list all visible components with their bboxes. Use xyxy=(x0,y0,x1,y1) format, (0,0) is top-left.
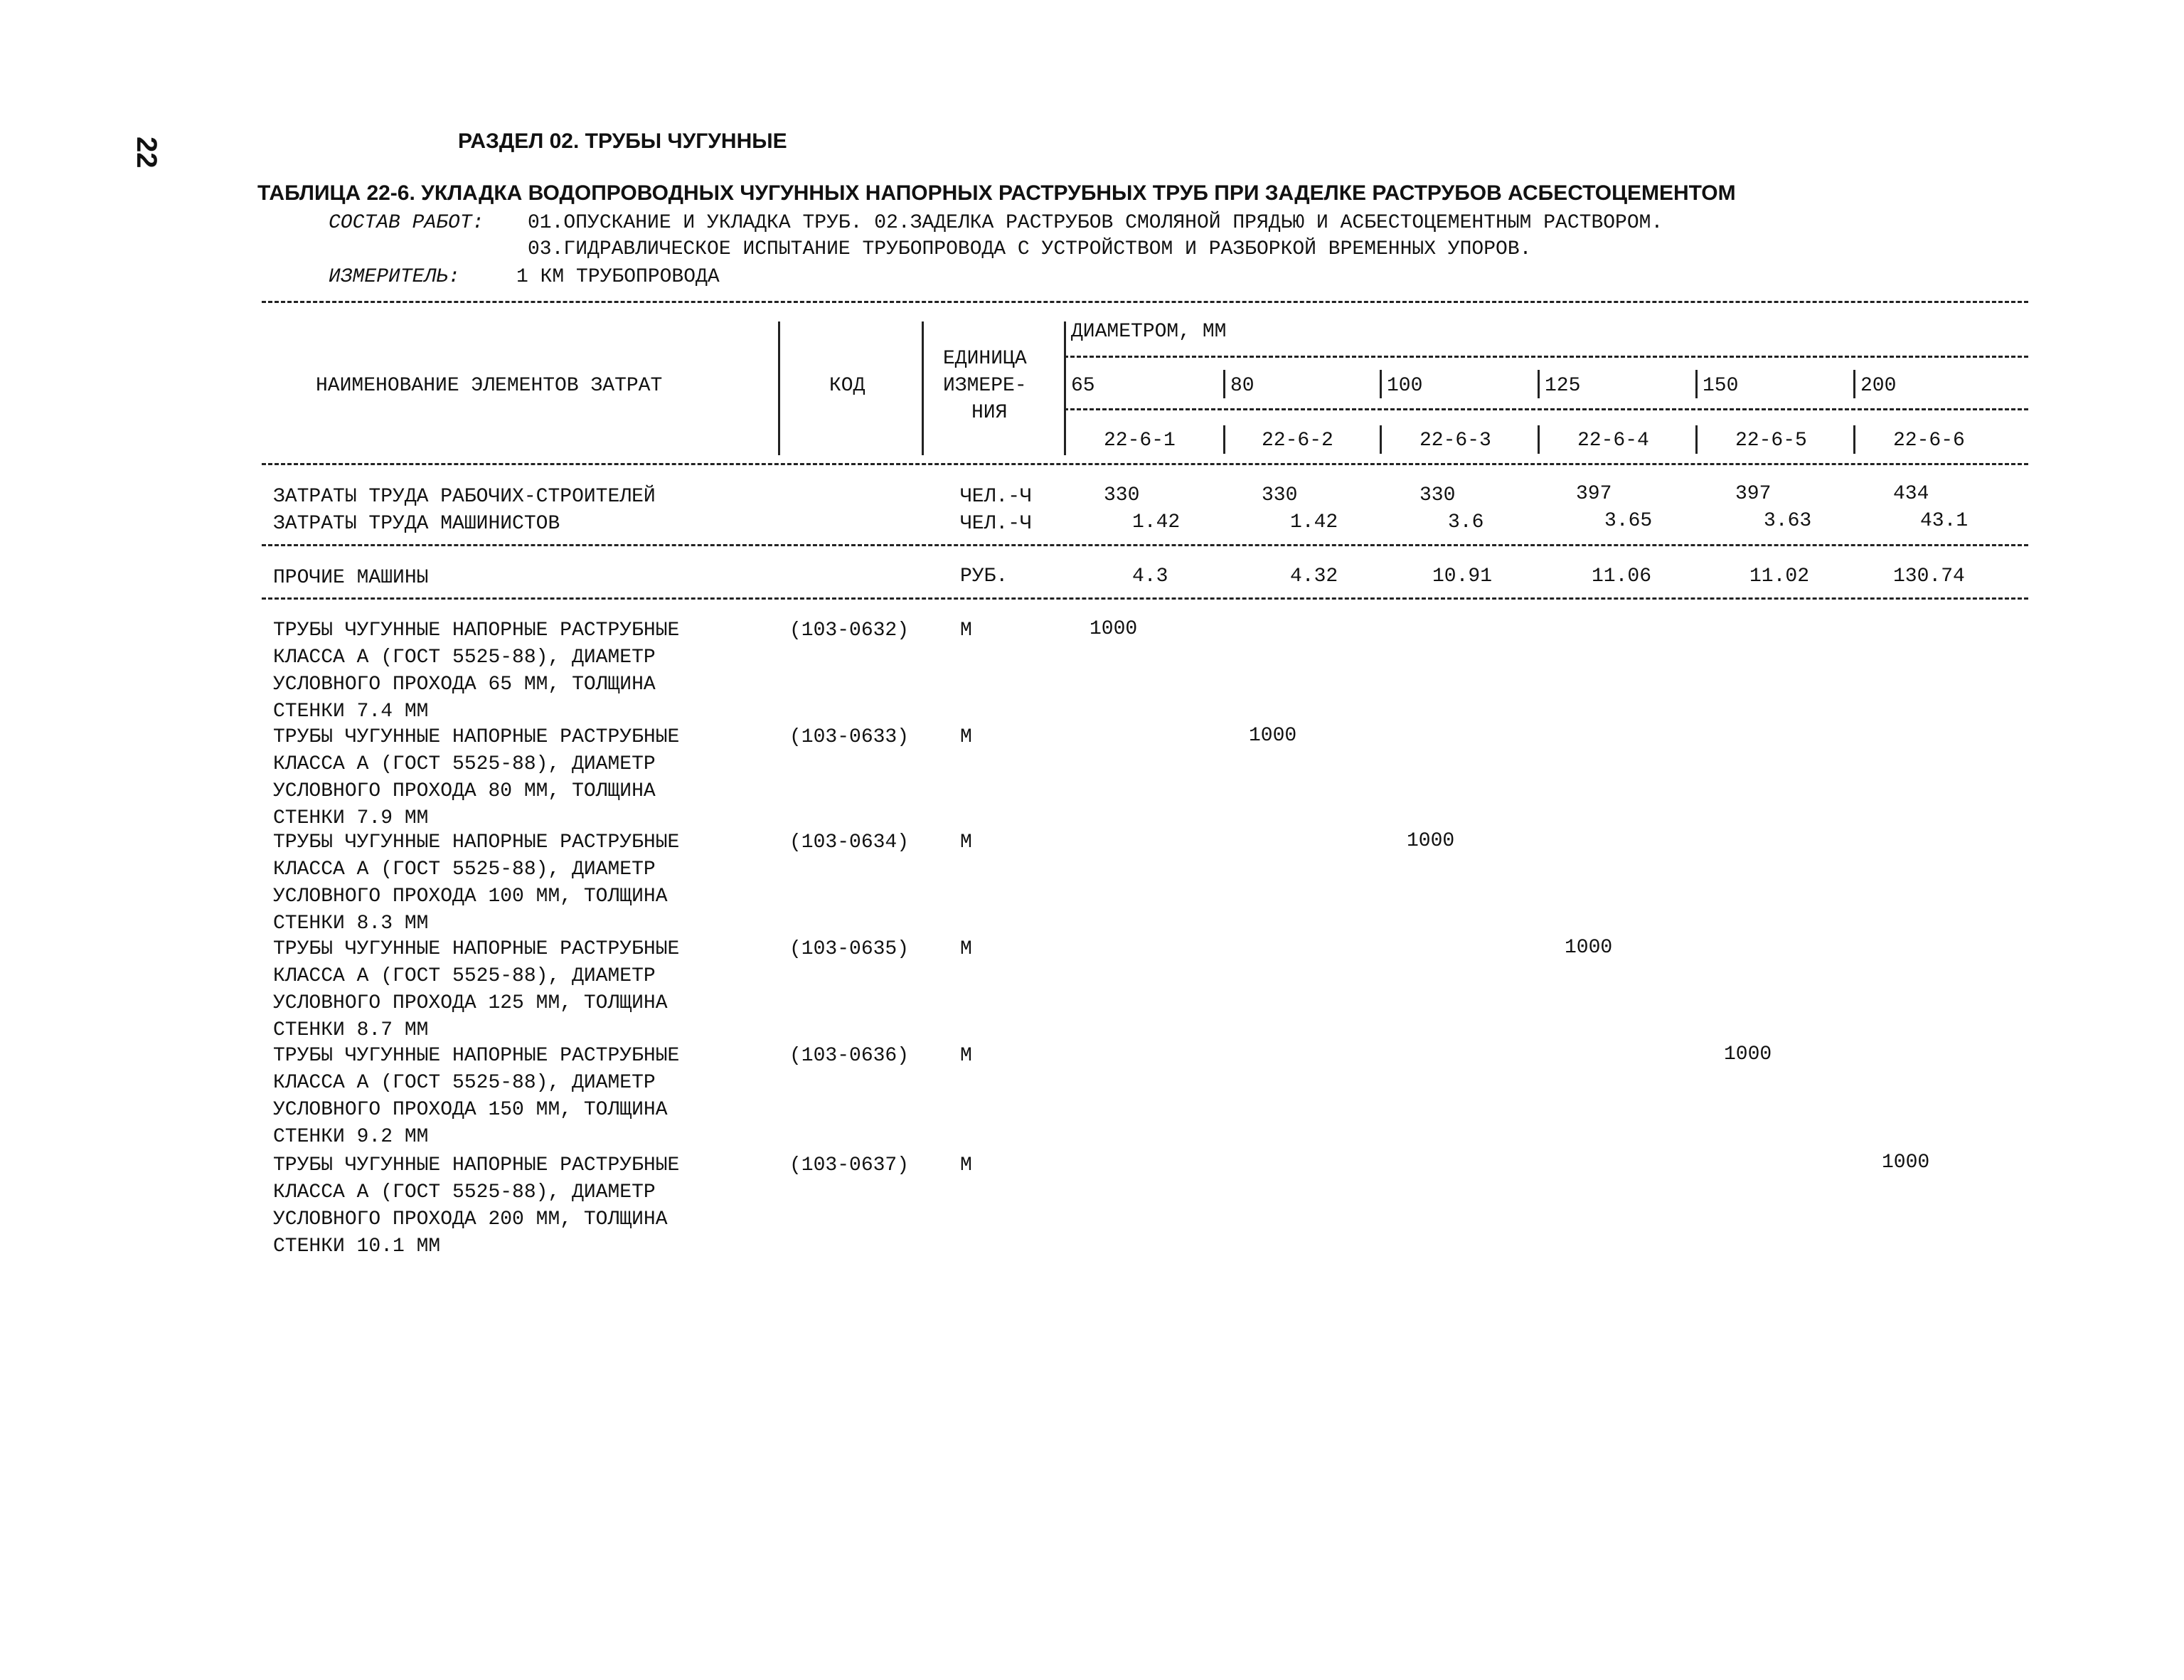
col-divider xyxy=(1853,425,1855,454)
header-code-22-6-3: 22-6-3 xyxy=(1419,430,1491,452)
material-row-3-code: (103-0634) xyxy=(789,831,910,854)
header-code-col: КОД xyxy=(829,375,865,397)
work-composition-label: СОСТАВ РАБОТ: xyxy=(329,212,484,234)
labor-bottom-rule xyxy=(262,544,2028,546)
material-row-5-unit: М xyxy=(960,1045,972,1067)
material-row-4-code: (103-0635) xyxy=(789,938,910,960)
col-divider xyxy=(1538,425,1540,454)
col-divider xyxy=(1695,425,1698,454)
material-row-6-code: (103-0637) xyxy=(789,1154,910,1176)
header-code-22-6-6: 22-6-6 xyxy=(1893,430,1965,452)
material-row-1-line-3: УСЛОВНОГО ПРОХОДА 65 ММ, ТОЛЩИНА xyxy=(273,674,656,696)
table-top-rule xyxy=(262,301,2028,303)
labor-row-operators-value: 3.63 xyxy=(1764,510,1812,532)
header-diameter-100: 100 xyxy=(1387,375,1423,397)
material-row-1-line-4: СТЕНКИ 7.4 ММ xyxy=(273,701,429,723)
header-unit-col-1: ЕДИНИЦА xyxy=(943,348,1027,370)
material-row-1-line-1: ТРУБЫ ЧУГУННЫЕ НАПОРНЫЕ РАСТРУБНЫЕ xyxy=(273,620,680,642)
material-row-2-line-2: КЛАССА А (ГОСТ 5525-88), ДИАМЕТР xyxy=(273,753,656,775)
material-row-6-unit: М xyxy=(960,1154,972,1176)
measure-value: 1 КМ ТРУБОПРОВОДА xyxy=(516,266,720,288)
material-row-2-line-4: СТЕНКИ 7.9 ММ xyxy=(273,807,429,829)
col-divider xyxy=(1223,370,1225,398)
labor-row-workers-name: ЗАТРАТЫ ТРУДА РАБОЧИХ-СТРОИТЕЛЕЙ xyxy=(273,486,656,508)
col-divider xyxy=(778,321,780,455)
labor-row-operators-value: 1.42 xyxy=(1132,511,1181,533)
material-row-5-line-1: ТРУБЫ ЧУГУННЫЕ НАПОРНЫЕ РАСТРУБНЫЕ xyxy=(273,1045,680,1067)
labor-row-operators-name: ЗАТРАТЫ ТРУДА МАШИНИСТОВ xyxy=(273,513,560,535)
material-row-4-line-2: КЛАССА А (ГОСТ 5525-88), ДИАМЕТР xyxy=(273,965,656,987)
header-diameter-65: 65 xyxy=(1071,375,1095,397)
material-row-2-value: 1000 xyxy=(1249,725,1297,747)
machine-row-unit: РУБ. xyxy=(960,565,1008,588)
header-diameter-125: 125 xyxy=(1545,375,1581,397)
header-diameter-80: 80 xyxy=(1230,375,1255,397)
col-divider xyxy=(1380,370,1382,398)
col-divider xyxy=(1223,425,1225,454)
material-row-5-line-2: КЛАССА А (ГОСТ 5525-88), ДИАМЕТР xyxy=(273,1072,656,1094)
labor-row-workers-value: 397 xyxy=(1735,483,1772,505)
material-row-4-line-1: ТРУБЫ ЧУГУННЫЕ НАПОРНЫЕ РАСТРУБНЫЕ xyxy=(273,938,680,960)
labor-row-workers-value: 330 xyxy=(1104,484,1140,506)
labor-row-operators-unit: ЧЕЛ.-Ч xyxy=(960,513,1032,535)
labor-row-workers-value: 434 xyxy=(1893,483,1929,505)
material-row-6-line-4: СТЕНКИ 10.1 ММ xyxy=(273,1235,441,1258)
material-row-3-line-2: КЛАССА А (ГОСТ 5525-88), ДИАМЕТР xyxy=(273,858,656,881)
header-diameter-150: 150 xyxy=(1703,375,1739,397)
material-row-1-line-2: КЛАССА А (ГОСТ 5525-88), ДИАМЕТР xyxy=(273,647,656,669)
material-row-3-line-1: ТРУБЫ ЧУГУННЫЕ НАПОРНЫЕ РАСТРУБНЫЕ xyxy=(273,831,680,854)
header-name-col: НАИМЕНОВАНИЕ ЭЛЕМЕНТОВ ЗАТРАТ xyxy=(316,375,663,397)
col-divider xyxy=(1538,370,1540,398)
labor-row-workers-value: 330 xyxy=(1419,484,1456,506)
header-code-22-6-1: 22-6-1 xyxy=(1104,430,1176,452)
page-number: 22 xyxy=(131,137,162,169)
material-row-3-line-3: УСЛОВНОГО ПРОХОДА 100 ММ, ТОЛЩИНА xyxy=(273,886,668,908)
material-row-3-line-4: СТЕНКИ 8.3 ММ xyxy=(273,913,429,935)
col-divider xyxy=(1853,370,1855,398)
labor-row-operators-value: 3.65 xyxy=(1604,510,1653,532)
machine-row-name: ПРОЧИЕ МАШИНЫ xyxy=(273,567,429,589)
labor-row-operators-value: 43.1 xyxy=(1920,510,1969,532)
material-row-5-value: 1000 xyxy=(1724,1043,1772,1065)
material-row-5-code: (103-0636) xyxy=(789,1045,910,1067)
machine-row-value: 11.06 xyxy=(1592,565,1652,588)
machine-row-value: 130.74 xyxy=(1893,565,1965,588)
material-row-2-code: (103-0633) xyxy=(789,726,910,748)
labor-row-operators-value: 3.6 xyxy=(1448,511,1484,533)
machine-row-value: 10.91 xyxy=(1432,565,1493,588)
col-divider xyxy=(922,321,924,455)
header-rule-2 xyxy=(1064,408,2028,410)
material-row-1-value: 1000 xyxy=(1090,618,1138,640)
table-title: ТАБЛИЦА 22-6. УКЛАДКА ВОДОПРОВОДНЫХ ЧУГУННЫХ НАПОРНЫХ РАСТРУБНЫХ ТРУБ ПРИ ЗАДЕЛКЕ РАСТРУБОВ АСБЕСТОЦЕМЕНТОМ xyxy=(257,181,1736,205)
machine-row-value: 11.02 xyxy=(1749,565,1810,588)
machine-row-value: 4.32 xyxy=(1290,565,1338,588)
labor-row-operators-value: 1.42 xyxy=(1290,511,1338,533)
work-composition-line1: 01.ОПУСКАНИЕ И УКЛАДКА ТРУБ. 02.ЗАДЕЛКА РАСТРУБОВ СМОЛЯНОЙ ПРЯДЬЮ И АСБЕСТОЦЕМЕНТНЫМ РАСТВОРОМ. xyxy=(528,212,1663,234)
labor-row-workers-value: 397 xyxy=(1576,483,1612,505)
material-row-2-line-1: ТРУБЫ ЧУГУННЫЕ НАПОРНЫЕ РАСТРУБНЫЕ xyxy=(273,726,680,748)
material-row-2-line-3: УСЛОВНОГО ПРОХОДА 80 ММ, ТОЛЩИНА xyxy=(273,780,656,802)
col-divider xyxy=(1064,321,1066,455)
header-code-22-6-5: 22-6-5 xyxy=(1735,430,1807,452)
header-bottom-rule xyxy=(262,463,2028,465)
header-diameter-group: ДИАМЕТРОМ, ММ xyxy=(1071,321,1227,343)
header-unit-col-2: ИЗМЕРЕ- xyxy=(943,375,1027,397)
material-row-1-unit: М xyxy=(960,620,972,642)
material-row-4-value: 1000 xyxy=(1565,937,1613,959)
material-row-4-line-4: СТЕНКИ 8.7 ММ xyxy=(273,1019,429,1041)
material-row-1-code: (103-0632) xyxy=(789,620,910,642)
col-divider xyxy=(1695,370,1698,398)
material-row-4-line-3: УСЛОВНОГО ПРОХОДА 125 ММ, ТОЛЩИНА xyxy=(273,992,668,1014)
header-rule-1 xyxy=(1064,356,2028,358)
measure-label: ИЗМЕРИТЕЛЬ: xyxy=(329,266,460,288)
material-row-6-line-3: УСЛОВНОГО ПРОХОДА 200 ММ, ТОЛЩИНА xyxy=(273,1208,668,1230)
header-code-22-6-4: 22-6-4 xyxy=(1577,430,1649,452)
labor-row-workers-value: 330 xyxy=(1262,484,1298,506)
material-row-4-unit: М xyxy=(960,938,972,960)
material-row-3-unit: М xyxy=(960,831,972,854)
section-title: РАЗДЕЛ 02. ТРУБЫ ЧУГУННЫЕ xyxy=(458,129,787,153)
header-diameter-200: 200 xyxy=(1860,375,1897,397)
material-row-6-line-1: ТРУБЫ ЧУГУННЫЕ НАПОРНЫЕ РАСТРУБНЫЕ xyxy=(273,1154,680,1176)
material-row-2-unit: М xyxy=(960,726,972,748)
col-divider xyxy=(1380,425,1382,454)
machine-bottom-rule xyxy=(262,597,2028,600)
labor-row-workers-unit: ЧЕЛ.-Ч xyxy=(960,486,1032,508)
machine-row-value: 4.3 xyxy=(1132,565,1168,588)
header-code-22-6-2: 22-6-2 xyxy=(1262,430,1333,452)
material-row-5-line-3: УСЛОВНОГО ПРОХОДА 150 ММ, ТОЛЩИНА xyxy=(273,1099,668,1121)
header-unit-col-3: НИЯ xyxy=(971,402,1008,424)
material-row-3-value: 1000 xyxy=(1407,830,1455,852)
material-row-6-value: 1000 xyxy=(1882,1152,1930,1174)
material-row-6-line-2: КЛАССА А (ГОСТ 5525-88), ДИАМЕТР xyxy=(273,1181,656,1203)
material-row-5-line-4: СТЕНКИ 9.2 ММ xyxy=(273,1126,429,1148)
work-composition-line2: 03.ГИДРАВЛИЧЕСКОЕ ИСПЫТАНИЕ ТРУБОПРОВОДА С УСТРОЙСТВОМ И РАЗБОРКОЙ ВРЕМЕННЫХ УПОРОВ. xyxy=(528,238,1532,260)
